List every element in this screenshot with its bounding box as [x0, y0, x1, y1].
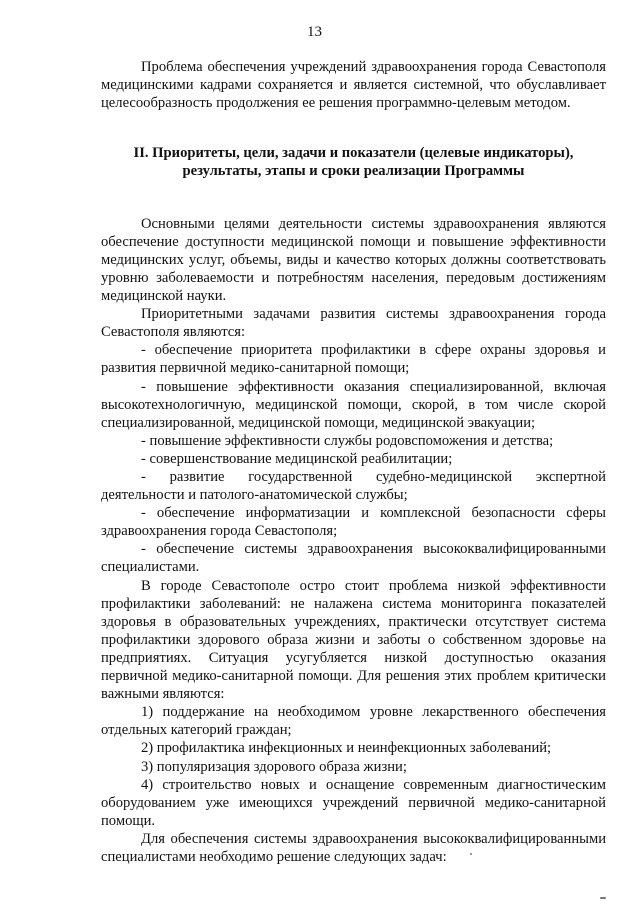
list-item-forensic-service: - развитие государственной судебно-медицинской экспертной деятельности и патолого-анатомической службы; — [101, 469, 606, 504]
list-item-specialized-care: - повышение эффективности оказания специализированной, включая высокотехнологичную, медицинской помощи, скорой, в том числе скорой специализированной, медицинской помощи, медицинской эвакуации; — [101, 378, 606, 431]
paragraph-prevention-problem: В городе Севастополе остро стоит проблема низкой эффективности профилактики заболеваний: не налажена система мониторинга показателей здоровья в образовательных учреждениях, практически отсутствует система профилактики здорового образа жизни и заботы о собственном здоровье на предприятиях. Ситуация усугубляется низкой доступностью оказания первичной медико-санитарной помощи. Для решения этих проблем критически важными являются: — [101, 577, 606, 703]
list-item-maternity-service: - повышение эффективности службы родовспоможения и детства; — [141, 432, 554, 449]
scan-speck — [470, 853, 472, 855]
list-item-qualified-specialists: - обеспечение системы здравоохранения высококвалифицированными специалистами. — [101, 541, 606, 576]
paragraph-staffing-problem: Проблема обеспечения учреждений здравоохранения города Севастополя медицинскими кадрами сохраняется и является системной, что обуславливает целесообразность продолжения ее решения программно-целевым методом. — [101, 59, 606, 112]
document-body — [101, 58, 606, 866]
paragraph-main-goals: Основными целями деятельности системы здравоохранения являются обеспечение доступности медицинской помощи и повышение эффективности медицинских услуг, объемы, виды и качество которых должны соответствовать уровню заболеваемости и потребностям населения, передовым достижениям медицинской науки. — [101, 215, 606, 305]
scan-speck — [600, 897, 606, 899]
numbered-item-3: 3) популяризация здорового образа жизни; — [141, 758, 407, 775]
list-item-prevention-priority: - обеспечение приоритета профилактики в сфере охраны здоровья и развития первичной медико-санитарной помощи; — [101, 342, 606, 377]
numbered-item-1: 1) поддержание на необходимом уровне лекарственного обеспечения отдельных категорий граждан; — [101, 704, 606, 739]
paragraph-following-tasks: Для обеспечения системы здравоохранения высококвалифицированными специалистами необходимо решение следующих задач: — [101, 830, 606, 865]
numbered-item-4: 4) строительство новых и оснащение современным диагностическим оборудованием уже имеющихся учреждений первичной медико-санитарной помощи. — [101, 776, 606, 829]
paragraph-priority-tasks-intro: Приоритетными задачами развития системы здравоохранения города Севастополя являются: — [101, 306, 606, 341]
list-item-informatization: - обеспечение информатизации и комплексной безопасности сферы здравоохранения города Севастополя; — [101, 505, 606, 540]
page-number: 13 — [307, 24, 322, 40]
list-item-rehabilitation: - совершенствование медицинской реабилитации; — [141, 450, 453, 467]
section-heading: II. Приоритеты, цели, задачи и показатели (целевые индикаторы), результаты, этапы и сроки реализации Программы — [133, 145, 574, 180]
numbered-item-2: 2) профилактика инфекционных и неинфекционных заболеваний; — [141, 740, 552, 757]
